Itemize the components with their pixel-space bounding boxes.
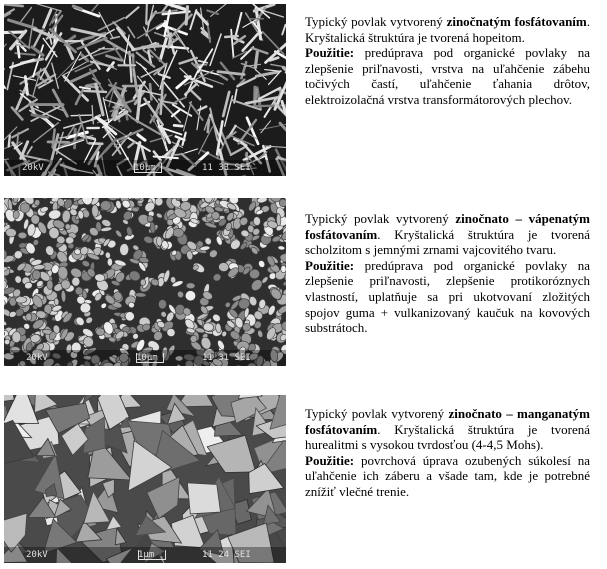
sem-voltage: 20kV <box>26 353 48 363</box>
intro-text: Typický povlak vytvorený <box>305 211 456 226</box>
coating-description <box>305 14 590 108</box>
usage-paragraph <box>305 258 590 336</box>
sem-scale-bar <box>136 353 164 363</box>
sem-image-zinc-calcium-phosphate <box>4 198 286 366</box>
coating-description <box>305 211 590 336</box>
coating-type: zinočnato – vápenatým fosfátovaním <box>305 211 590 242</box>
sem-scale-label: 10µm <box>134 163 156 173</box>
sem-code: 11 24 SEI <box>202 550 251 560</box>
sem-scale-label: 1µm <box>138 550 155 560</box>
intro-text: Typický povlak vytvorený <box>305 406 449 421</box>
usage-text: predúprava pod organické povlaky na zlepšenie priľnavosti, zlepšenie protikoróznych vlastností, uplatňuje sa pri ukotvovaní zložitých spojov guma + vulkanizovaný kaučuk na kovových substrátoch. <box>305 257 590 336</box>
structure-text: . Kryštalická štruktúra je tvorená scholzitom s jemnými zrnami vajcovitého tvaru. <box>305 226 590 258</box>
sem-scale-label: 10µm <box>136 353 158 363</box>
structure-text: . Kryštalická štruktúra je tvorená hopeitom. <box>305 14 590 45</box>
intro-text: Typický povlak vytvorený <box>305 14 447 29</box>
description-paragraph <box>305 14 590 45</box>
sem-info-bar <box>4 350 286 366</box>
sem-code: 11 31 SEI <box>202 353 251 363</box>
sem-image-zinc-manganese-phosphate <box>4 395 286 563</box>
description-paragraph <box>305 406 590 453</box>
usage-paragraph <box>305 453 590 500</box>
usage-label: Použitie: <box>305 452 355 468</box>
sem-image-zinc-phosphate <box>4 4 286 176</box>
usage-text: povrchová úprava ozubených súkolesí na uľahčenie ich záberu a všade tam, kde je potrebné znížiť vlečné trenie. <box>305 452 590 499</box>
sem-info-bar <box>4 547 286 563</box>
sem-voltage: 20kV <box>22 163 44 173</box>
usage-label: Použitie: <box>305 45 355 61</box>
sem-scale-bar <box>138 550 166 560</box>
sem-info-bar <box>4 160 286 176</box>
usage-paragraph <box>305 45 590 107</box>
structure-text: . Kryštalická štruktúra je tvorená hurealitmi s vysokou tvrdosťou (4-4,5 Mohs). <box>305 421 590 453</box>
description-paragraph <box>305 211 590 258</box>
sem-code: 11 33 SEI <box>202 163 251 173</box>
sem-voltage: 20kV <box>26 550 48 560</box>
usage-text: predúprava pod organické povlaky na zlepšenie priľnavosti, vrstva na uľahčenie zábehu točivých častí, uľahčenie ťahania drôtov, elektroizolačná vrstva transformátorových plechov. <box>305 45 590 107</box>
coating-type: zinočnatým fosfátovaním <box>446 14 587 29</box>
coating-type: zinočnato – manganatým fosfátovaním <box>305 406 590 437</box>
sem-scale-bar <box>134 163 162 173</box>
usage-label: Použitie: <box>305 257 355 273</box>
coating-description <box>305 406 590 500</box>
